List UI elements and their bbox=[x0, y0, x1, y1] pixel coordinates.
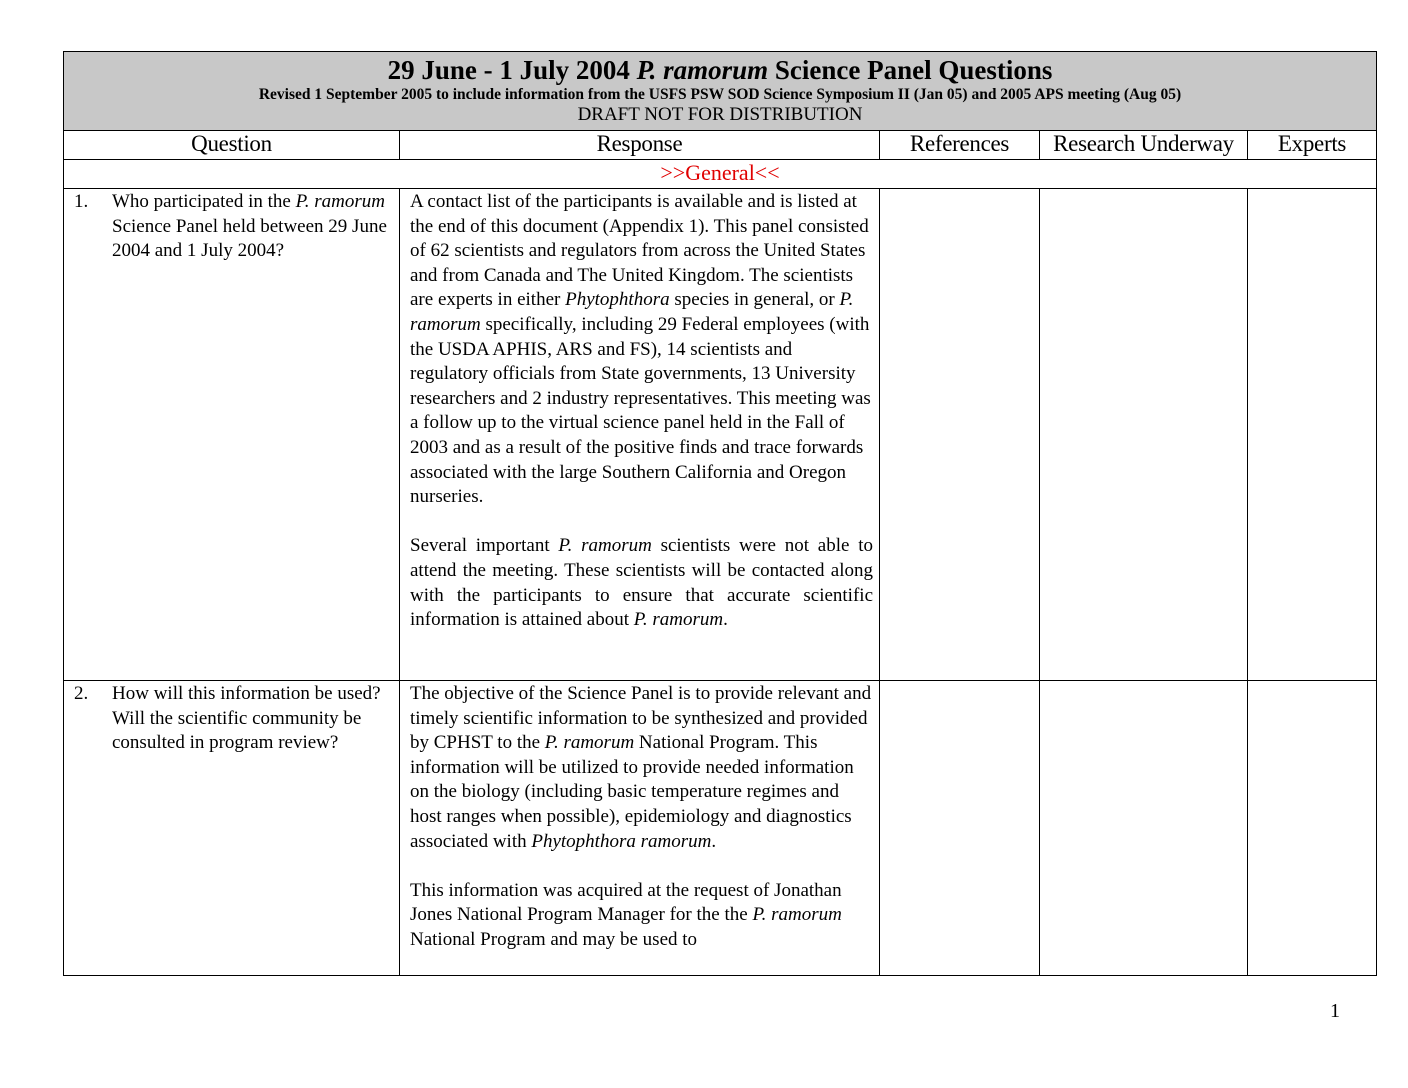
italic-text: P. ramorum bbox=[633, 609, 724, 631]
title-prefix: 29 June - 1 July 2004 bbox=[387, 55, 637, 85]
response-cell bbox=[400, 189, 880, 681]
science-panel-table bbox=[63, 51, 1377, 976]
document-title bbox=[64, 52, 1376, 86]
column-header-references: References bbox=[880, 131, 1040, 160]
research-underway-cell bbox=[1040, 681, 1248, 976]
response-cell bbox=[400, 681, 880, 976]
table-row bbox=[64, 681, 1377, 976]
column-header-question: Question bbox=[64, 131, 400, 160]
page-number: 1 bbox=[1330, 1000, 1340, 1022]
question-number: 2. bbox=[74, 683, 89, 704]
question-number: 1. bbox=[74, 191, 89, 212]
text-run: Science Panel held between 29 June 2004 and 1 July 2004? bbox=[112, 215, 387, 262]
title-block bbox=[64, 52, 1377, 131]
italic-text: Phytophthora ramorum bbox=[531, 830, 712, 852]
italic-text: P. ramorum bbox=[295, 191, 385, 212]
experts-cell bbox=[1248, 189, 1377, 681]
italic-text: P. ramorum bbox=[544, 732, 635, 754]
text-run: Several important bbox=[410, 535, 559, 557]
table-row bbox=[64, 189, 1377, 681]
italic-text: P. ramorum bbox=[752, 904, 842, 926]
text-run: species in general, or bbox=[669, 289, 840, 311]
italic-text: P. ramorum bbox=[558, 535, 652, 557]
text-run: National Program and may be used to bbox=[410, 928, 698, 950]
text-run: Who participated in the bbox=[112, 191, 296, 212]
question-cell bbox=[64, 681, 400, 976]
column-header-experts: Experts bbox=[1248, 131, 1377, 160]
text-run: The objective of the Science Panel is to provide relevant and timely scientific information to be synthesized and provided by CPHST to the bbox=[410, 683, 872, 754]
response-paragraph bbox=[410, 682, 873, 854]
section-heading-general: >>General<< bbox=[64, 160, 1377, 189]
column-header-research-underway: Research Underway bbox=[1040, 131, 1248, 160]
question-rows bbox=[64, 189, 1377, 976]
column-header-response: Response bbox=[400, 131, 880, 160]
title-species: P. ramorum bbox=[636, 55, 769, 85]
research-underway-cell bbox=[1040, 189, 1248, 681]
question-text bbox=[112, 190, 393, 264]
response-paragraph bbox=[410, 879, 873, 953]
text-run: National Program. This information will be utilized to provide needed information on the biology (including basic temperature regimes and host ranges when possible), epidemiology and diagnostics associated with bbox=[410, 732, 854, 852]
experts-cell bbox=[1248, 681, 1377, 976]
column-header-row bbox=[64, 131, 1377, 160]
text-run: specifically, including 29 Federal employees (with the USDA APHIS, ARS and FS), 14 scientists and regulatory officials from State governments, 13 University researchers and 2 industry representatives. This meeting was a follow up to the virtual science panel held in the Fall of 2003 and as a result of the positive finds and trace forwards associated with the large Southern California and Oregon nurseries. bbox=[410, 313, 871, 508]
text-run: . bbox=[711, 830, 717, 852]
response-paragraph bbox=[410, 534, 873, 632]
draft-notice: DRAFT NOT FOR DISTRIBUTION bbox=[577, 104, 863, 125]
text-run: scientists were not able to attend the meeting. These scientists will be contacted along with the participants to ensure that accurate scientific information is attained about bbox=[410, 535, 873, 631]
text-run: . bbox=[723, 609, 728, 631]
text-run: How will this information be used? Will the scientific community be consulted in program review? bbox=[112, 683, 381, 754]
title-suffix: Science Panel Questions bbox=[768, 55, 1053, 85]
question-text bbox=[112, 682, 393, 756]
text-run: This information was acquired at the request of Jonathan Jones National Program Manager for the the bbox=[410, 879, 842, 926]
document-subtitle: Revised 1 September 2005 to include information from the USFS PSW SOD Science Symposium II (Jan 05) and 2005 APS meeting (Aug 05) bbox=[258, 86, 1182, 103]
references-cell bbox=[880, 681, 1040, 976]
question-cell bbox=[64, 189, 400, 681]
response-paragraph bbox=[410, 190, 873, 510]
italic-text: P. ramorum bbox=[410, 289, 854, 335]
italic-text: Phytophthora bbox=[565, 289, 670, 311]
text-run: A contact list of the participants is available and is listed at the end of this document (Appendix 1). This panel consisted of 62 scientists and regulators from across the United States and from Canada and The United Kingdom. The scientists are experts in either bbox=[410, 191, 869, 311]
references-cell bbox=[880, 189, 1040, 681]
